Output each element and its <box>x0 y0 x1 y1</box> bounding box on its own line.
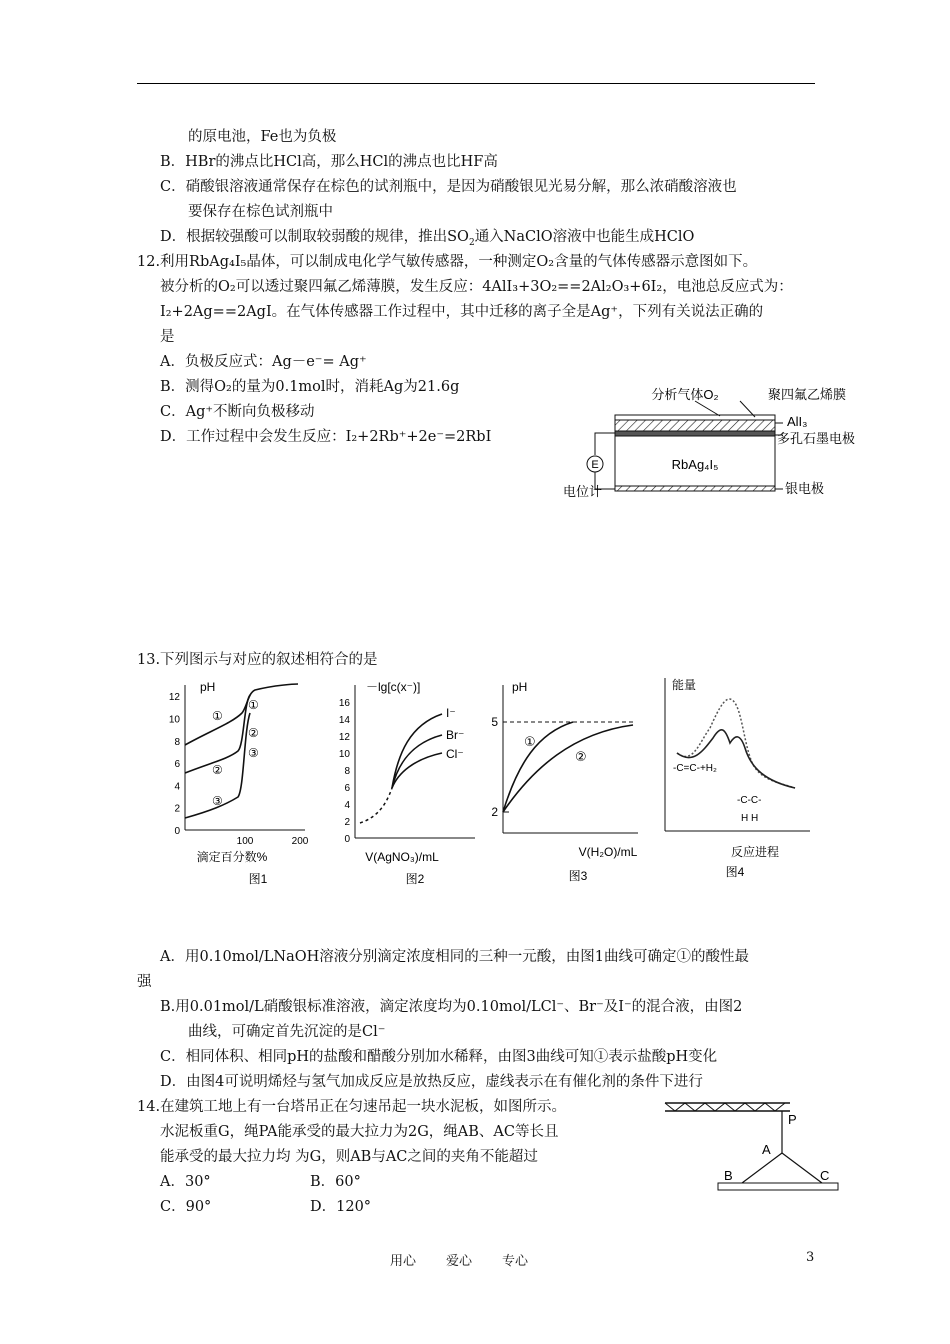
f2yt-tick-5: 10 <box>338 749 350 760</box>
f2yt-tick-4: 8 <box>344 766 350 777</box>
q12-stem-1: 12.利用RbAg₄I₅晶体，可以制成电化学气敏传感器，一种测定O₂含量的气体传感器示意图如下。 <box>137 254 758 270</box>
y-label: pH <box>512 680 528 694</box>
f1yt-tick-6: 12 <box>168 692 180 704</box>
footer-motto-2: 爱心 <box>446 1254 473 1269</box>
q11-option-a-continued: 的原电池，Fe也为负极 <box>188 129 337 145</box>
q11-option-c-continued: 要保存在棕色试剂瓶中 <box>188 204 333 220</box>
f2yt-tick-2: 4 <box>344 800 350 811</box>
reactant-label: -C=C-+H₂ <box>673 763 717 774</box>
q14-option-c: C．90° <box>160 1199 212 1215</box>
f1xt-tick-0: 100 <box>236 836 254 847</box>
x-label: V(AgNO₃)/mL <box>365 850 439 864</box>
y-label: 能量 <box>672 678 697 692</box>
crane-truss <box>665 1103 785 1111</box>
f2yt-tick-8: 16 <box>338 698 350 709</box>
f1yt-tick-3: 6 <box>174 759 180 771</box>
footer-motto-3: 专心 <box>502 1254 529 1269</box>
page-number: 3 <box>806 1250 815 1265</box>
q11-option-b: B．HBr的沸点比HCl高，那么HCl的沸点也比HF高 <box>160 154 498 170</box>
q13-option-b: B.用0.01mol/L硝酸银标准溶液，滴定浓度均为0.10mol/LCl⁻、Br⁻及I⁻的混合液，由图2 <box>160 999 743 1015</box>
point-c: C <box>820 1168 830 1183</box>
y-label: －lg[c(x⁻)] <box>366 680 421 694</box>
caption: 图2 <box>405 872 425 886</box>
q14-option-b: B．60° <box>310 1174 361 1190</box>
q12-stem-2: 被分析的O₂可以透过聚四氟乙烯薄膜，发生反应：4AlI₃+3O₂==2Al₂O₃+6I₂，电池总反应式为： <box>160 279 793 295</box>
q11-option-c: C．硝酸银溶液通常保存在棕色的试剂瓶中，是因为硝酸银见光易分解，那么浓硝酸溶液也 <box>160 179 737 195</box>
graphite-electrode <box>615 431 775 436</box>
meter-symbol: E <box>591 459 599 471</box>
q14-option-a: A．30° <box>160 1174 211 1190</box>
f1yt-tick-1: 2 <box>174 803 180 815</box>
wire-top <box>595 433 615 455</box>
crane-diagram <box>660 1098 845 1198</box>
product-h-label: H H <box>741 813 759 824</box>
q12-option-a: A．负极反应式：Ag－e⁻= Ag⁺ <box>160 354 367 370</box>
f2yt-tick-0: 0 <box>344 834 350 845</box>
q13-option-a: A．用0.10mol/LNaOH溶液分别滴定浓度相同的三种一元酸，由图1曲线可确定①的酸性最 <box>160 949 749 965</box>
membrane-label: 聚四氟乙烯膜 <box>768 387 847 402</box>
f2yt-tick-6: 12 <box>338 732 350 743</box>
q14-stem-2: 水泥板重G，绳PA能承受的最大拉力为2G，绳AB、AC等长且 <box>160 1124 559 1140</box>
q12-option-c: C．Ag⁺不断向负极移动 <box>160 404 315 420</box>
caption: 图3 <box>568 869 588 883</box>
ion-i-label: I⁻ <box>446 706 456 720</box>
q14-option-d: D．120° <box>310 1199 372 1215</box>
catalyzed-curve <box>677 699 795 788</box>
q13-stem: 13.下列图示与对应的叙述相符合的是 <box>137 652 378 668</box>
product-label: -C-C- <box>737 795 762 806</box>
x-label: V(H₂O)/mL <box>578 845 638 859</box>
rope-ac <box>782 1153 822 1183</box>
q14-stem-3: 能承受的最大拉力均 为G，则AB与AC之间的夹角不能超过 <box>160 1149 538 1165</box>
y-label: pH <box>200 680 216 694</box>
curve-2 <box>503 725 633 812</box>
meter-label: 电位计 <box>563 484 603 499</box>
rope-ab <box>742 1153 782 1183</box>
curve-1-label: ① <box>212 709 223 723</box>
q13-option-d: D．由图4可说明烯烃与氢气加成反应是放热反应，虚线表示在有催化剂的条件下进行 <box>160 1074 703 1090</box>
ali3-layer <box>615 420 775 431</box>
curve-2-label: ② <box>575 749 587 764</box>
caption: 图1 <box>248 872 268 886</box>
f2yt-tick-7: 14 <box>338 715 350 726</box>
f1yt-tick-2: 4 <box>174 781 180 793</box>
curve-3-label-right: ③ <box>248 746 259 760</box>
figure-3-dilution <box>488 673 648 888</box>
f2yt-tick-1: 2 <box>344 817 350 828</box>
ytick-5: 5 <box>491 715 498 729</box>
point-b: B <box>724 1168 733 1183</box>
curve-2-label-right: ② <box>248 726 259 740</box>
q12-option-d: D．工作过程中会发生反应：I₂+2Rb⁺+2e⁻=2RbI <box>160 429 492 445</box>
figure-4-energy <box>655 673 820 888</box>
f1yt-tick-4: 8 <box>174 736 180 748</box>
curve-2 <box>185 695 250 773</box>
q13-option-c: C．相同体积、相同pH的盐酸和醋酸分别加水稀释，由图3曲线可知①表示盐酸pH变化 <box>160 1049 718 1065</box>
ion-cl-label: Cl⁻ <box>446 747 464 761</box>
curve-1-label: ① <box>524 734 536 749</box>
teflon-membrane <box>615 415 775 420</box>
graphite-label: 多孔石墨电极 <box>777 431 856 446</box>
f2yt-tick-3: 6 <box>344 783 350 794</box>
curve-1-label-right: ① <box>248 698 259 712</box>
q12-stem-3: I₂+2Ag==2AgI。在气体传感器工作过程中，其中迁移的离子全是Ag⁺，下列有关说法正确的 <box>160 304 764 320</box>
figure-2-precipitation <box>330 673 490 888</box>
silver-label: 银电极 <box>785 481 825 496</box>
footer-motto-1: 用心 <box>390 1254 417 1269</box>
q12-stem-4: 是 <box>160 329 175 345</box>
curve-2-label: ② <box>212 763 223 777</box>
q11-option-d: D．根据较强酸可以制取较弱酸的规律，推出$SO_2$通入NaClO溶液中也能生成HClO <box>160 229 695 248</box>
q13-option-a-continued: 强 <box>137 974 152 990</box>
q12-option-b: B．测得O₂的量为0.1mol时，消耗Ag为21.6g <box>160 379 460 395</box>
f1xt-tick-1: 200 <box>291 836 309 847</box>
ytick-2: 2 <box>491 805 498 819</box>
q13-option-b-continued: 曲线，可确定首先沉淀的是Cl⁻ <box>188 1024 386 1040</box>
curve-3-label: ③ <box>212 794 223 808</box>
curve-dashed <box>360 788 392 823</box>
x-label: 滴定百分数% <box>196 850 268 864</box>
point-p: P <box>788 1112 797 1127</box>
sensor-diagram <box>555 383 875 503</box>
gas-pointer <box>695 401 720 416</box>
crystal-label: RbAg₄I₅ <box>671 457 719 472</box>
gas-label: 分析气体O₂ <box>651 387 719 402</box>
header-rule <box>137 83 815 84</box>
ion-br-label: Br⁻ <box>446 728 465 742</box>
f1yt-tick-0: 0 <box>174 826 180 837</box>
uncatalyzed-curve <box>677 730 795 788</box>
ali3-label: AlI₃ <box>787 414 808 429</box>
x-label: 反应进程 <box>730 845 780 859</box>
q14-stem-1: 14.在建筑工地上有一台塔吊正在匀速吊起一块水泥板，如图所示。 <box>137 1099 567 1115</box>
point-a: A <box>762 1142 771 1157</box>
caption: 图4 <box>725 865 745 879</box>
figure-1-titration <box>160 673 315 888</box>
silver-electrode <box>615 486 775 491</box>
f1yt-tick-5: 10 <box>168 714 180 726</box>
concrete-slab <box>718 1183 838 1190</box>
